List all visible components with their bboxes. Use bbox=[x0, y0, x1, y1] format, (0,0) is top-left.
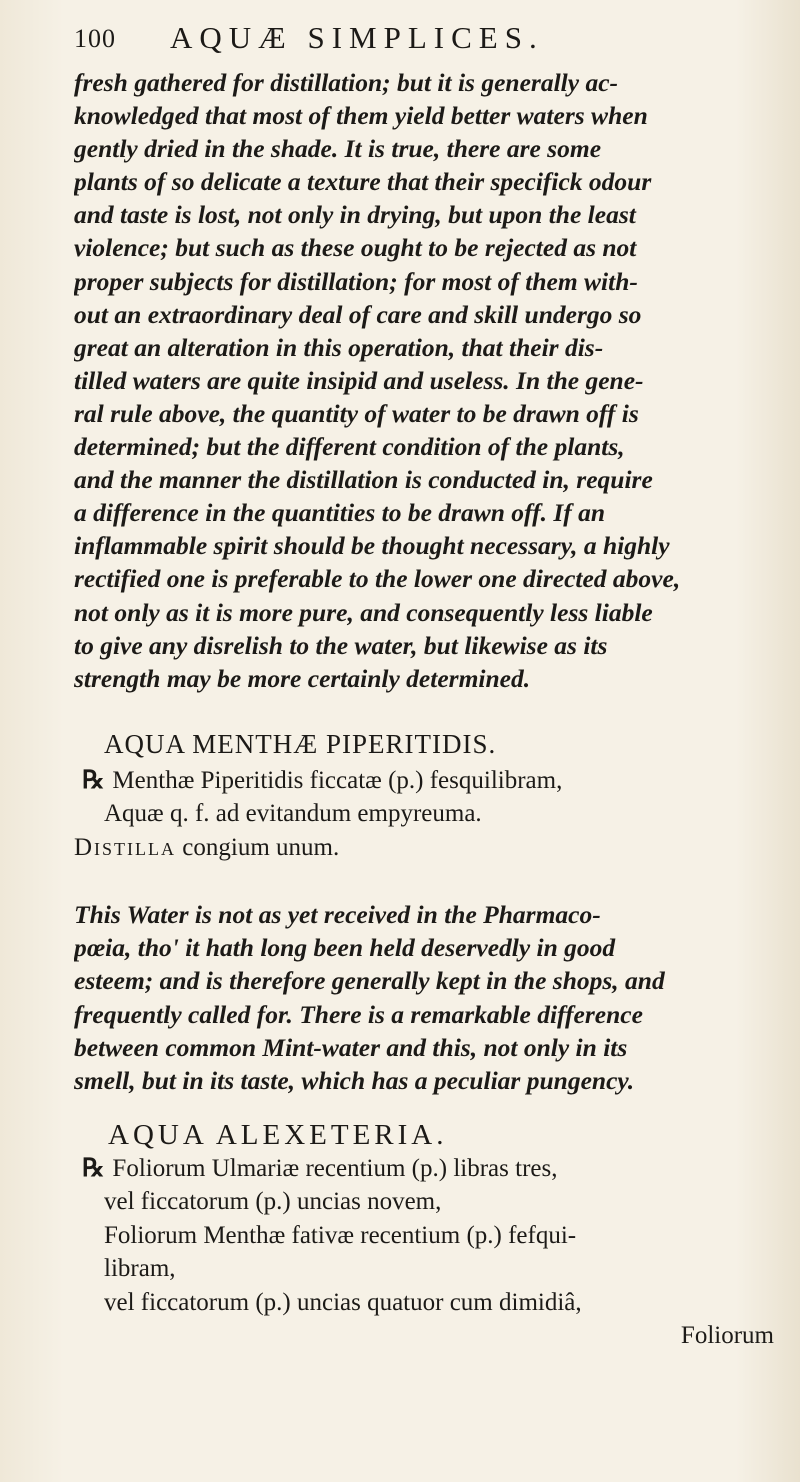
text-line: This Water is not as yet received in the Pharmaco- bbox=[74, 900, 601, 930]
text-line: strength may be more certainly determined. bbox=[74, 663, 531, 693]
recipe-line: Foliorum Menthæ fativæ recentium (p.) fefqui- bbox=[104, 1221, 577, 1249]
recipe-line: Aquæ q. f. ad evitandum empyreuma. bbox=[104, 800, 482, 828]
page-body bbox=[74, 66, 774, 1353]
commentary-paragraph-2 bbox=[74, 898, 774, 1097]
page-number: 100 bbox=[74, 24, 116, 53]
recipe-symbol-icon: ℞ bbox=[82, 1154, 105, 1182]
recipe-line: vel ficcatorum (p.) uncias novem, bbox=[104, 1188, 442, 1216]
text-line: pœia, tho' it hath long been held deservedly in good bbox=[74, 933, 616, 963]
text-line: violence; but such as these ought to be rejected as not bbox=[74, 233, 637, 263]
recipe-alexeteria bbox=[74, 1152, 774, 1353]
recipe-symbol-icon: ℞ bbox=[82, 766, 105, 794]
text-line: rectified one is preferable to the lower one directed above, bbox=[74, 564, 681, 594]
recipe-line: vel ficcatorum (p.) uncias quatuor cum dimidiâ, bbox=[104, 1288, 582, 1316]
text-line: and the manner the distillation is conducted in, require bbox=[74, 465, 653, 495]
text-line: gently dried in the shade. It is true, there are some bbox=[74, 134, 602, 164]
commentary-paragraph-1 bbox=[74, 66, 774, 695]
catchword: Foliorum bbox=[680, 1322, 774, 1350]
text-line: inflammable spirit should be thought necessary, a highly bbox=[74, 531, 670, 561]
text-line: between common Mint-water and this, not only in its bbox=[74, 1032, 628, 1062]
distilla-word: Distilla bbox=[74, 833, 177, 861]
text-line: fresh gathered for distillation; but it is generally ac- bbox=[74, 68, 619, 97]
text-line: tilled waters are quite insipid and useless. In the gene- bbox=[74, 365, 644, 395]
text-line: smell, but in its taste, which has a peculiar pungency. bbox=[74, 1065, 635, 1095]
text-line: proper subjects for distillation; for most of them with- bbox=[74, 266, 638, 296]
text-line: ral rule above, the quantity of water to be drawn off is bbox=[74, 398, 639, 428]
text-line: out an extraordinary deal of care and skill undergo so bbox=[74, 299, 642, 329]
page-header bbox=[74, 20, 760, 64]
recipe-line: Distilla congium unum. bbox=[74, 833, 340, 861]
recipe-line: libram, bbox=[104, 1255, 176, 1283]
text-line: knowledged that most of them yield better waters when bbox=[74, 101, 648, 131]
running-title: AQUÆ SIMPLICES. bbox=[170, 20, 544, 55]
recipe-title-menthae: AQUA MENTHÆ PIPERITIDIS. bbox=[104, 728, 497, 759]
text-line: esteem; and is therefore generally kept in the shops, and bbox=[74, 966, 665, 996]
text-line: and taste is lost, not only in drying, but upon the least bbox=[74, 200, 636, 230]
text-line: determined; but the different condition of the plants, bbox=[74, 432, 625, 462]
text-line: frequently called for. There is a remarkable difference bbox=[74, 999, 643, 1029]
recipe-line: ℞ Foliorum Ulmariæ recentium (p.) libras tres, bbox=[82, 1154, 558, 1182]
text-line: a difference in the quantities to be drawn off. If an bbox=[74, 498, 606, 528]
recipe-menthae bbox=[74, 764, 774, 865]
recipe-title-alexeteria: AQUA ALEXETERIA. bbox=[108, 1118, 448, 1151]
recipe-line: ℞ Menthæ Piperitidis ficcatæ (p.) fesquilibram, bbox=[82, 766, 563, 794]
text-line: not only as it is more pure, and consequently less liable bbox=[74, 597, 653, 627]
text-line: plants of so delicate a texture that their specifick odour bbox=[74, 167, 652, 197]
text-line: to give any disrelish to the water, but likewise as its bbox=[74, 630, 608, 660]
text-line: great an alteration in this operation, that their dis- bbox=[74, 332, 604, 362]
